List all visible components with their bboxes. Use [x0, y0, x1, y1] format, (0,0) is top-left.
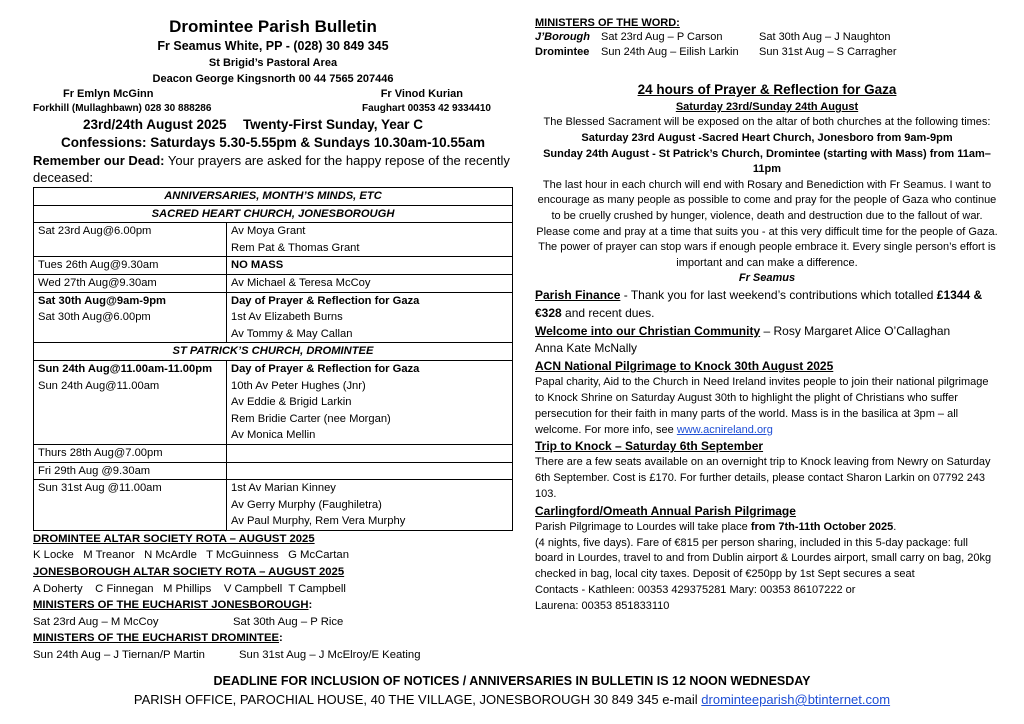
eucharist-entry: Sat 23rd Aug – M McCoy [33, 615, 159, 628]
finance-amount: £1344 & €328 [535, 288, 983, 320]
anniversaries-table [33, 187, 513, 531]
st-patricks-heading: ST PATRICK’S CHURCH, DROMINTEE [34, 343, 513, 361]
finance-text: - Thank you for last weekend’s contributions which totalled [620, 288, 937, 303]
mass-time-line: Sat 30th Aug@6.00pm [38, 311, 151, 324]
gaza-saturday: Saturday 23rd August -Sacred Heart Church, Jonesboro from 9am-9pm [581, 132, 953, 145]
office-address: PARISH OFFICE, PAROCHIAL HOUSE, 40 THE VILLAGE, JONESBOROUGH 30 849 345 e-mail [133, 692, 702, 707]
remember-dead [33, 152, 513, 186]
word-row [535, 45, 999, 59]
eucharist-dromintee-title: MINISTERS OF THE EUCHARIST DROMINTEE [33, 632, 280, 645]
intention: Av Paul Murphy, Rem Vera Murphy [231, 515, 406, 528]
email-link[interactable]: drominteeparish@btinternet.com [701, 692, 891, 707]
mass-time: Sat 23rd Aug@6.00pm [34, 223, 227, 257]
welcome-text: – Rosy Margaret Alice O’Callaghan [760, 323, 951, 338]
gaza-intro: The Blessed Sacrament will be exposed on the altar of both churches at the following times: [543, 116, 991, 129]
right-column [535, 16, 999, 615]
eucharist-dromintee-row [33, 647, 513, 664]
sacred-heart-heading: SACRED HEART CHURCH, JONESBOROUGH [34, 205, 513, 223]
mass-time: Fri 29th Aug @9.30am [34, 462, 227, 480]
eucharist-jonesborough-heading: MINISTERS OF THE EUCHARIST JONESBOROUGH: [33, 599, 313, 612]
mass-intentions [227, 480, 513, 531]
gaza-dates: Saturday 23rd/Sunday 24th August [675, 100, 859, 113]
confessions-line: Confessions: Saturdays 5.30-5.55pm & Sundays 10.30am-10.55am [61, 135, 485, 150]
intention: Av Monica Mellin [231, 429, 316, 442]
eucharist-entry: Sat 30th Aug – P Rice [233, 615, 344, 628]
finance-tail: and recent dues. [561, 305, 655, 320]
intention: 1st Av Marian Kinney [231, 482, 336, 495]
gaza-sunday: Sunday 24th August - St Patrick’s Church, Dromintee (starting with Mass) from 11am–11pm [543, 147, 991, 176]
knock-trip-heading: Trip to Knock – Saturday 6th September [535, 439, 764, 454]
carlingford-text: (4 nights, five days). Fare of €815 per person sharing, included in this 5-day package: full board in Lourdes, travel to and from Dublin airport & Lourdes airport, small carry on bag, 20kg checked in bag, local city taxes. Deposit of €250pp by 1st Sept secures a seat [535, 536, 992, 581]
carlingford-text: Parish Pilgrimage to Lourdes will take place [535, 520, 751, 533]
bulletin-title: Dromintee Parish Bulletin [169, 17, 377, 36]
clergy-left-contact: Forkhill (Mullaghbawn) 028 30 888286 [33, 103, 212, 114]
mass-time: Wed 27th Aug@9.30am [34, 274, 227, 292]
intention: Day of Prayer & Reflection for Gaza [231, 294, 420, 307]
mass-time [34, 292, 227, 343]
word-church: Dromintee [535, 45, 590, 58]
clergy-right-contact: Faughart 00353 42 9334410 [362, 103, 491, 114]
mass-time: Sun 31st Aug @11.00am [34, 480, 227, 531]
intention: Rem Pat & Thomas Grant [231, 241, 360, 254]
intention: Av Gerry Murphy (Faughiletra) [231, 498, 382, 511]
acn-heading: ACN National Pilgrimage to Knock 30th August 2025 [535, 359, 834, 374]
intention: Rem Bridie Carter (nee Morgan) [231, 412, 391, 425]
table-row [34, 462, 513, 480]
left-column [33, 16, 513, 664]
jonesborough-altar-names: A Doherty C Finnegan M Phillips V Campbell T Campbell [33, 582, 346, 595]
word-entry: Sun 24th Aug – Eilish Larkin [601, 45, 739, 58]
anniversaries-heading: ANNIVERSARIES, MONTH’S MINDS, ETC [34, 188, 513, 206]
mass-time-line: Sun 24th Aug@11.00am [38, 379, 160, 392]
intention: Day of Prayer & Reflection for Gaza [231, 362, 420, 375]
acn-text: Papal charity, Aid to the Church in Need Ireland invites people to join their national pilgrimage to Knock Shrine on Saturday August 30th to highlight the plight of Christians who suffer persecution for their faith in many parts of the world. Mass is in the basilica at 3pm – all welcome. For more info, see [535, 376, 989, 436]
table-row [34, 223, 513, 257]
mass-intentions [227, 360, 513, 444]
welcome-notice [535, 323, 999, 359]
remember-dead-text: Your prayers are asked for the happy repose of the recently deceased: [33, 153, 510, 185]
eucharist-entry: Sun 24th Aug – J Tiernan/P Martin [33, 649, 205, 662]
mass-time-line: Sun 24th Aug@11.00am-11.00pm [38, 362, 213, 375]
gaza-notice [535, 80, 999, 287]
mass-time: Tues 26th Aug@9.30am [34, 257, 227, 275]
word-row [535, 30, 999, 44]
rotas [33, 531, 513, 664]
parish-office [0, 692, 1024, 707]
word-church: J’Borough [535, 31, 590, 44]
pastoral-area: St Brigid’s Pastoral Area [208, 57, 338, 69]
word-heading: MINISTERS OF THE WORD: [535, 17, 680, 29]
table-row [34, 480, 513, 531]
welcome-heading: Welcome into our Christian Community [535, 323, 761, 338]
mass-time: Thurs 28th Aug@7.00pm [34, 444, 227, 462]
eucharist-entry: Sun 31st Aug – J McElroy/E Keating [239, 649, 421, 662]
carlingford-heading: Carlingford/Omeath Annual Parish Pilgrimage [535, 503, 796, 518]
knock-trip [535, 438, 999, 502]
eucharist-jonesborough-row [33, 614, 513, 631]
carlingford-contacts: Contacts - Kathleen: 00353 429375281 Mary: 00353 86107222 or [535, 583, 856, 596]
intention: Av Eddie & Brigid Larkin [231, 396, 352, 409]
table-row [34, 292, 513, 343]
finance-heading: Parish Finance [535, 288, 621, 303]
mass-time-line: Sat 30th Aug@9am-9pm [38, 294, 166, 307]
carlingford-dates: from 7th-11th October 2025 [750, 520, 894, 533]
gaza-paragraph: The last hour in each church will end with Rosary and Benediction with Fr Seamus. I want to encourage as many people as possible to come and pray for the people of Gaza who continue to be cruelly crushed by hunger, violence, death and destruction due to the fallout of war. [537, 178, 997, 223]
gaza-signature: Fr Seamus [738, 272, 796, 285]
word-entry: Sat 30th Aug – J Naughton [759, 31, 891, 44]
liturgical-sunday: Twenty-First Sunday, Year C [242, 117, 423, 132]
clergy-left-name: Fr Emlyn McGinn [63, 88, 154, 100]
intention: Av Moya Grant [231, 225, 306, 238]
gaza-paragraph: Please come and pray at a time that suits you - at this very difficult time for the people of Gaza. The power of prayer can stop wars if enough people embrace it. Every single person’s effort is important and can make a difference. [536, 225, 998, 269]
word-entry: Sun 31st Aug – S Carragher [759, 45, 897, 58]
acn-link[interactable]: www.acnireland.org [676, 423, 773, 436]
mass-time [34, 360, 227, 444]
mass-intentions [227, 223, 513, 257]
eucharist-jonesborough-title: MINISTERS OF THE EUCHARIST JONESBOROUGH [33, 599, 309, 612]
intention: NO MASS [227, 257, 513, 275]
carlingford-text: . [893, 520, 897, 533]
word-entry: Sat 23rd Aug – P Carson [601, 31, 723, 44]
intention: 1st Av Elizabeth Burns [231, 311, 343, 324]
parish-finance [535, 287, 999, 323]
deadline-notice: DEADLINE FOR INCLUSION OF NOTICES / ANNIVERSARIES IN BULLETIN IS 12 NOON WEDNESDAY [213, 674, 811, 688]
intention [227, 462, 513, 480]
bulletin-date: 23rd/24th August 2025 [83, 117, 227, 132]
eucharist-dromintee-heading: MINISTERS OF THE EUCHARIST DROMINTEE: [33, 632, 283, 645]
priest-line: Fr Seamus White, PP - (028) 30 849 345 [157, 39, 389, 53]
carlingford-contacts: Laurena: 00353 851833110 [535, 599, 670, 612]
carlingford-pilgrimage [535, 503, 999, 615]
welcome-text: Anna Kate McNally [535, 341, 638, 356]
intention: Av Tommy & May Callan [231, 327, 353, 340]
ministers-of-word [535, 16, 999, 59]
gaza-title: 24 hours of Prayer & Reflection for Gaza [637, 81, 897, 97]
clergy-right-name: Fr Vinod Kurian [380, 88, 463, 100]
intention [227, 444, 513, 462]
table-row [34, 274, 513, 292]
table-row [34, 257, 513, 275]
mass-intentions [227, 292, 513, 343]
acn-pilgrimage [535, 358, 999, 438]
table-row [34, 360, 513, 444]
dromintee-altar-heading: DROMINTEE ALTAR SOCIETY ROTA – AUGUST 2025 [33, 532, 315, 545]
remember-dead-heading: Remember our Dead: [33, 153, 165, 168]
intention: Av Michael & Teresa McCoy [227, 274, 513, 292]
jonesborough-altar-heading: JONESBOROUGH ALTAR SOCIETY ROTA – AUGUST 2025 [33, 566, 345, 579]
table-row [34, 444, 513, 462]
knock-trip-text: There are a few seats available on an overnight trip to Knock leaving from Newry on Saturday 6th September. Cost is £170. For further details, please contact Sharon Larkin on 07792 243 103. [535, 456, 991, 500]
deacon-line: Deacon George Kingsnorth 00 44 7565 207446 [152, 73, 394, 85]
intention: 10th Av Peter Hughes (Jnr) [231, 379, 366, 392]
dromintee-altar-names: K Locke M Treanor N McArdle T McGuinness G McCartan [33, 549, 349, 562]
